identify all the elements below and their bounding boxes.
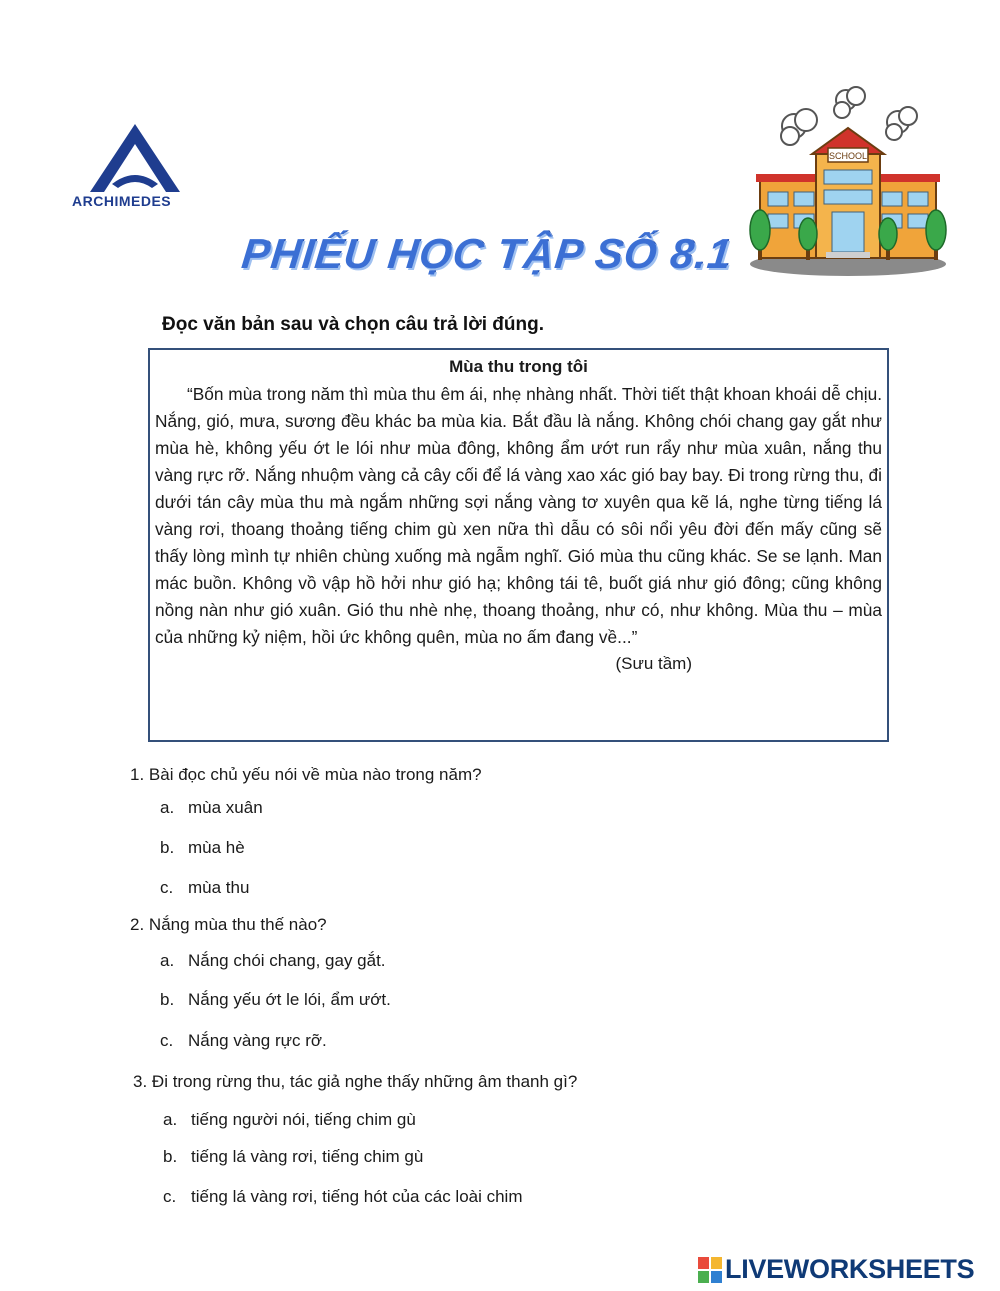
option-letter: a. [160, 798, 175, 817]
logo-text: ARCHIMEDES [72, 193, 172, 209]
question-number: 2. [130, 915, 145, 934]
option-text: mùa hè [188, 838, 245, 857]
question-text: Bài đọc chủ yếu nói về mùa nào trong năm? [148, 765, 482, 784]
question-3 [133, 1072, 577, 1092]
option-3a[interactable] [163, 1110, 416, 1130]
option-text: Nắng vàng rực rỡ. [188, 1031, 327, 1050]
passage-body: “Bốn mùa trong năm thì mùa thu êm ái, nhẹ nhàng nhất. Thời tiết thật khoan khoái dễ chịu. Nắng, gió, mưa, sương đều khác ba mùa kia. Bắt đầu là nắng. Không chói chang gay gắt như mùa hè, không yếu ớt le lói như mùa đông, không ẩm ướt run rẩy như mùa xuân, nắng thu vàng rực rỡ. Nắng nhuộm vàng cả cây cối để lá vàng xao xác gió bay bay. Đi trong rừng thu, đi dưới tán cây mùa thu mà ngắm những sợi nắng vàng tơ xuyên qua kẽ lá, nghe từng tiếng lá vàng rơi, thoang thoảng tiếng chim gù xen nữa thì dẫu có sôi nổi yêu đời đến mấy cũng sẽ thấy lòng mình tự nhiên chùng xuống mà ngẫm nghĩ. Gió mùa thu cũng khác. Se se lạnh. Man mác buồn. Không vồ vập hồ hởi như gió hạ; không tái tê, buốt giá như gió đông; cũng không nồng nàn như gió xuân. Gió thu nhè nhẹ, thoang thoảng, như có, như không. Mùa thu – mùa của những kỷ niệm, hồi ức không quên, mùa no ấm đang về...” [155, 384, 883, 647]
option-text: tiếng lá vàng rơi, tiếng hót của các loài chim [191, 1187, 523, 1206]
instruction-text: Đọc văn bản sau và chọn câu trả lời đúng. [162, 314, 544, 335]
option-letter: b. [160, 838, 175, 857]
option-1b[interactable] [160, 838, 245, 858]
question-number: 1. [130, 765, 145, 784]
option-letter: c. [160, 1031, 174, 1050]
option-text: Nắng yếu ớt le lói, ẩm ướt. [188, 990, 391, 1009]
option-letter: c. [160, 878, 174, 897]
option-letter: c. [163, 1187, 177, 1206]
question-text: Đi trong rừng thu, tác giả nghe thấy những âm thanh gì? [151, 1072, 578, 1091]
option-2a[interactable] [160, 951, 386, 971]
option-letter: b. [160, 990, 175, 1009]
question-number: 3. [133, 1072, 148, 1091]
option-3b[interactable] [163, 1147, 423, 1167]
school-building-icon [748, 82, 948, 282]
passage-box [148, 348, 889, 742]
option-letter: a. [160, 951, 175, 970]
option-2c[interactable] [160, 1031, 327, 1051]
option-text: tiếng người nói, tiếng chim gù [191, 1110, 416, 1129]
option-text: mùa xuân [188, 798, 263, 817]
option-1c[interactable] [160, 878, 249, 898]
option-text: mùa thu [188, 878, 250, 897]
liveworksheets-logo-icon [698, 1257, 722, 1283]
question-1 [130, 765, 482, 785]
option-3c[interactable] [163, 1187, 523, 1207]
liveworksheets-brand: LIVEWORKSHEETS [725, 1254, 975, 1284]
school-sign-label: SCHOOL [828, 151, 868, 161]
question-2 [130, 915, 327, 935]
option-text: tiếng lá vàng rơi, tiếng chim gù [191, 1147, 424, 1166]
question-text: Nắng mùa thu thế nào? [148, 915, 327, 934]
option-text: Nắng chói chang, gay gắt. [188, 951, 386, 970]
option-letter: b. [163, 1147, 178, 1166]
option-2b[interactable] [160, 990, 391, 1010]
passage-title: Mùa thu trong tôi [449, 357, 588, 376]
passage-source: (Sưu tầm) [615, 654, 692, 673]
option-1a[interactable] [160, 798, 263, 818]
worksheet-title: PHIẾU HỌC TẬP SỐ 8.1 [239, 230, 735, 277]
option-letter: a. [163, 1110, 178, 1129]
